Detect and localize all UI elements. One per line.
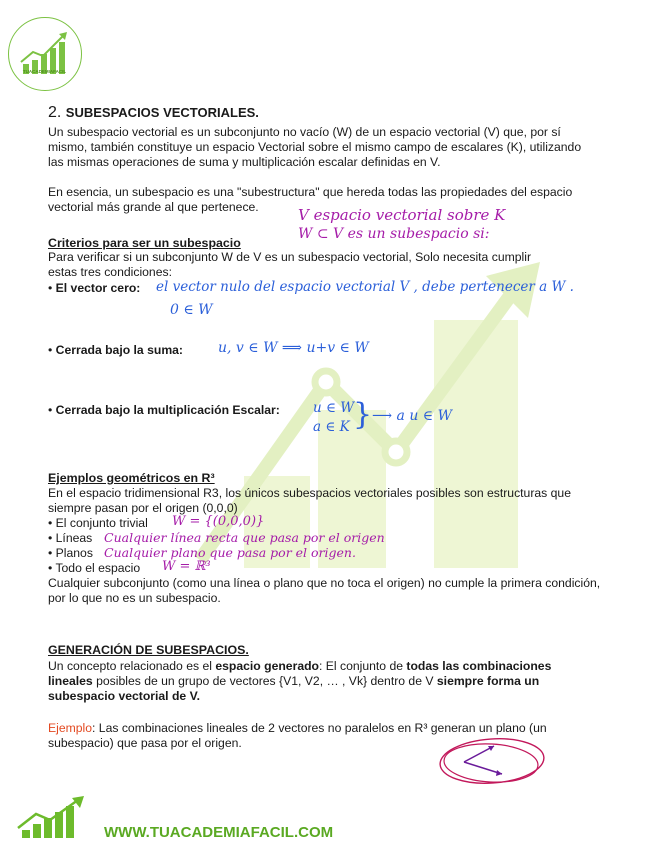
example-whole-space: • Todo el espacio xyxy=(48,561,141,575)
examples-line: siempre pasan por el origen (0,0,0) xyxy=(48,501,238,515)
text-run: : El conjunto de xyxy=(319,659,407,673)
logo-text: TUACADEMIAFACIL xyxy=(22,69,67,74)
note-zero-in-w: 0 ∈ W xyxy=(170,302,213,318)
bold-run: siempre forma un xyxy=(436,674,540,688)
example-label: Líneas xyxy=(55,531,93,545)
brace-icon: } xyxy=(353,397,373,432)
note-sum-closure: u, v ∈ W ⟹ u+v ∈ W xyxy=(218,340,369,356)
criterion-label: Cerrada bajo la multiplicación Escalar: xyxy=(55,403,280,417)
criteria-heading: Criterios para ser un subespacio xyxy=(48,236,241,250)
section-title-text: SUBESPACIOS VECTORIALES. xyxy=(65,105,259,120)
criterion-label: Cerrada bajo la suma: xyxy=(55,343,183,357)
note-vector-space: V espacio vectorial sobre K xyxy=(298,206,506,224)
conclusion-line: Cualquier subconjunto (como una línea o plano que no toca el origen) no cumple la primera condición, xyxy=(48,576,601,590)
example-lines: • Líneas xyxy=(48,531,93,545)
note-lines: Cualquier línea recta que pasa por el origen xyxy=(104,530,385,545)
section-title xyxy=(48,104,259,122)
criterion-label: El vector cero: xyxy=(55,281,141,295)
bold-run: espacio generado xyxy=(215,659,319,673)
conclusion-line: por lo que no es un subespacio. xyxy=(48,591,221,605)
note-whole-space: W = ℝ³ xyxy=(162,559,211,574)
criterion-scalar: • Cerrada bajo la multiplicación Escalar: xyxy=(48,403,280,417)
logo xyxy=(8,17,82,91)
bold-run: todas las combinaciones xyxy=(406,659,552,673)
criteria-description xyxy=(48,250,608,280)
logo-chart-icon xyxy=(9,18,80,89)
footer-url[interactable]: WWW.TUACADEMIAFACIL.COM xyxy=(104,824,334,841)
bold-run: subespacio vectorial de V. xyxy=(48,689,200,703)
note-u-in-w: u ∈ W xyxy=(313,400,355,416)
example-label: Ejemplo xyxy=(48,721,93,735)
criteria-line: estas tres condiciones: xyxy=(48,265,172,279)
text-run: posibles de un grupo de vectores {V1, V2, … , Vk} dentro de V xyxy=(92,674,437,688)
examples-conclusion xyxy=(48,576,638,606)
examples-description xyxy=(48,486,628,516)
examples-line: En el espacio tridimensional R3, los únicos subespacios vectoriales posibles son estructuras que xyxy=(48,486,571,500)
example-label: Todo el espacio xyxy=(55,561,141,575)
footer-logo-icon xyxy=(14,794,94,842)
note-subspace-condition: W ⊂ V es un subespacio si: xyxy=(298,226,490,242)
intro-paragraph-1 xyxy=(48,125,628,170)
criterion-zero-vector: • El vector cero: xyxy=(48,281,141,295)
section-number: 2. xyxy=(48,104,62,121)
generation-paragraph xyxy=(48,659,608,704)
criteria-line: Para verificar si un subconjunto W de V es un subespacio vectorial, Solo necesita cumplir xyxy=(48,250,532,264)
note-scalar-closure: ⟶ a u ∈ W xyxy=(372,408,452,424)
example-text: : Las combinaciones lineales de 2 vectores no paralelos en R³ generan un plano (un xyxy=(92,721,547,735)
intro-line: Un subespacio vectorial es un subconjunto no vacío (W) de un espacio vectorial (V) que, por sí xyxy=(48,125,561,139)
example-text: subespacio) que pasa por el origen. xyxy=(48,736,242,750)
intro-line: vectorial más grande al que pertenece. xyxy=(48,200,259,214)
note-trivial: W = {(0,0,0)} xyxy=(172,514,265,529)
example-label: Planos xyxy=(55,546,93,560)
note-a-in-k: a ∈ K xyxy=(313,419,350,435)
examples-heading: Ejemplos geométricos en R³ xyxy=(48,471,215,485)
intro-line: las mismas operaciones de suma y multiplicación escalar definidas en V. xyxy=(48,155,441,169)
bold-run: lineales xyxy=(48,674,93,688)
text-run: Un concepto relacionado es el xyxy=(48,659,216,673)
example-trivial: • El conjunto trivial xyxy=(48,516,148,530)
example-planes: • Planos xyxy=(48,546,93,560)
note-planes: Cualquier plano que pasa por el origen. xyxy=(104,545,356,560)
criterion-sum: • Cerrada bajo la suma: xyxy=(48,343,183,357)
intro-line: mismo, también constituye un espacio Vectorial sobre el mismo campo de escalares (K), utilizando xyxy=(48,140,582,154)
plane-sketch xyxy=(436,734,548,790)
intro-line: En esencia, un subespacio es una "subestructura" que hereda todas las propiedades del espacio xyxy=(48,185,573,199)
example-label: El conjunto trivial xyxy=(55,516,148,530)
note-zero-vector: el vector nulo del espacio vectorial V , debe pertenecer a W . xyxy=(156,279,574,295)
generation-heading: GENERACIÓN DE SUBESPACIOS. xyxy=(48,643,249,657)
